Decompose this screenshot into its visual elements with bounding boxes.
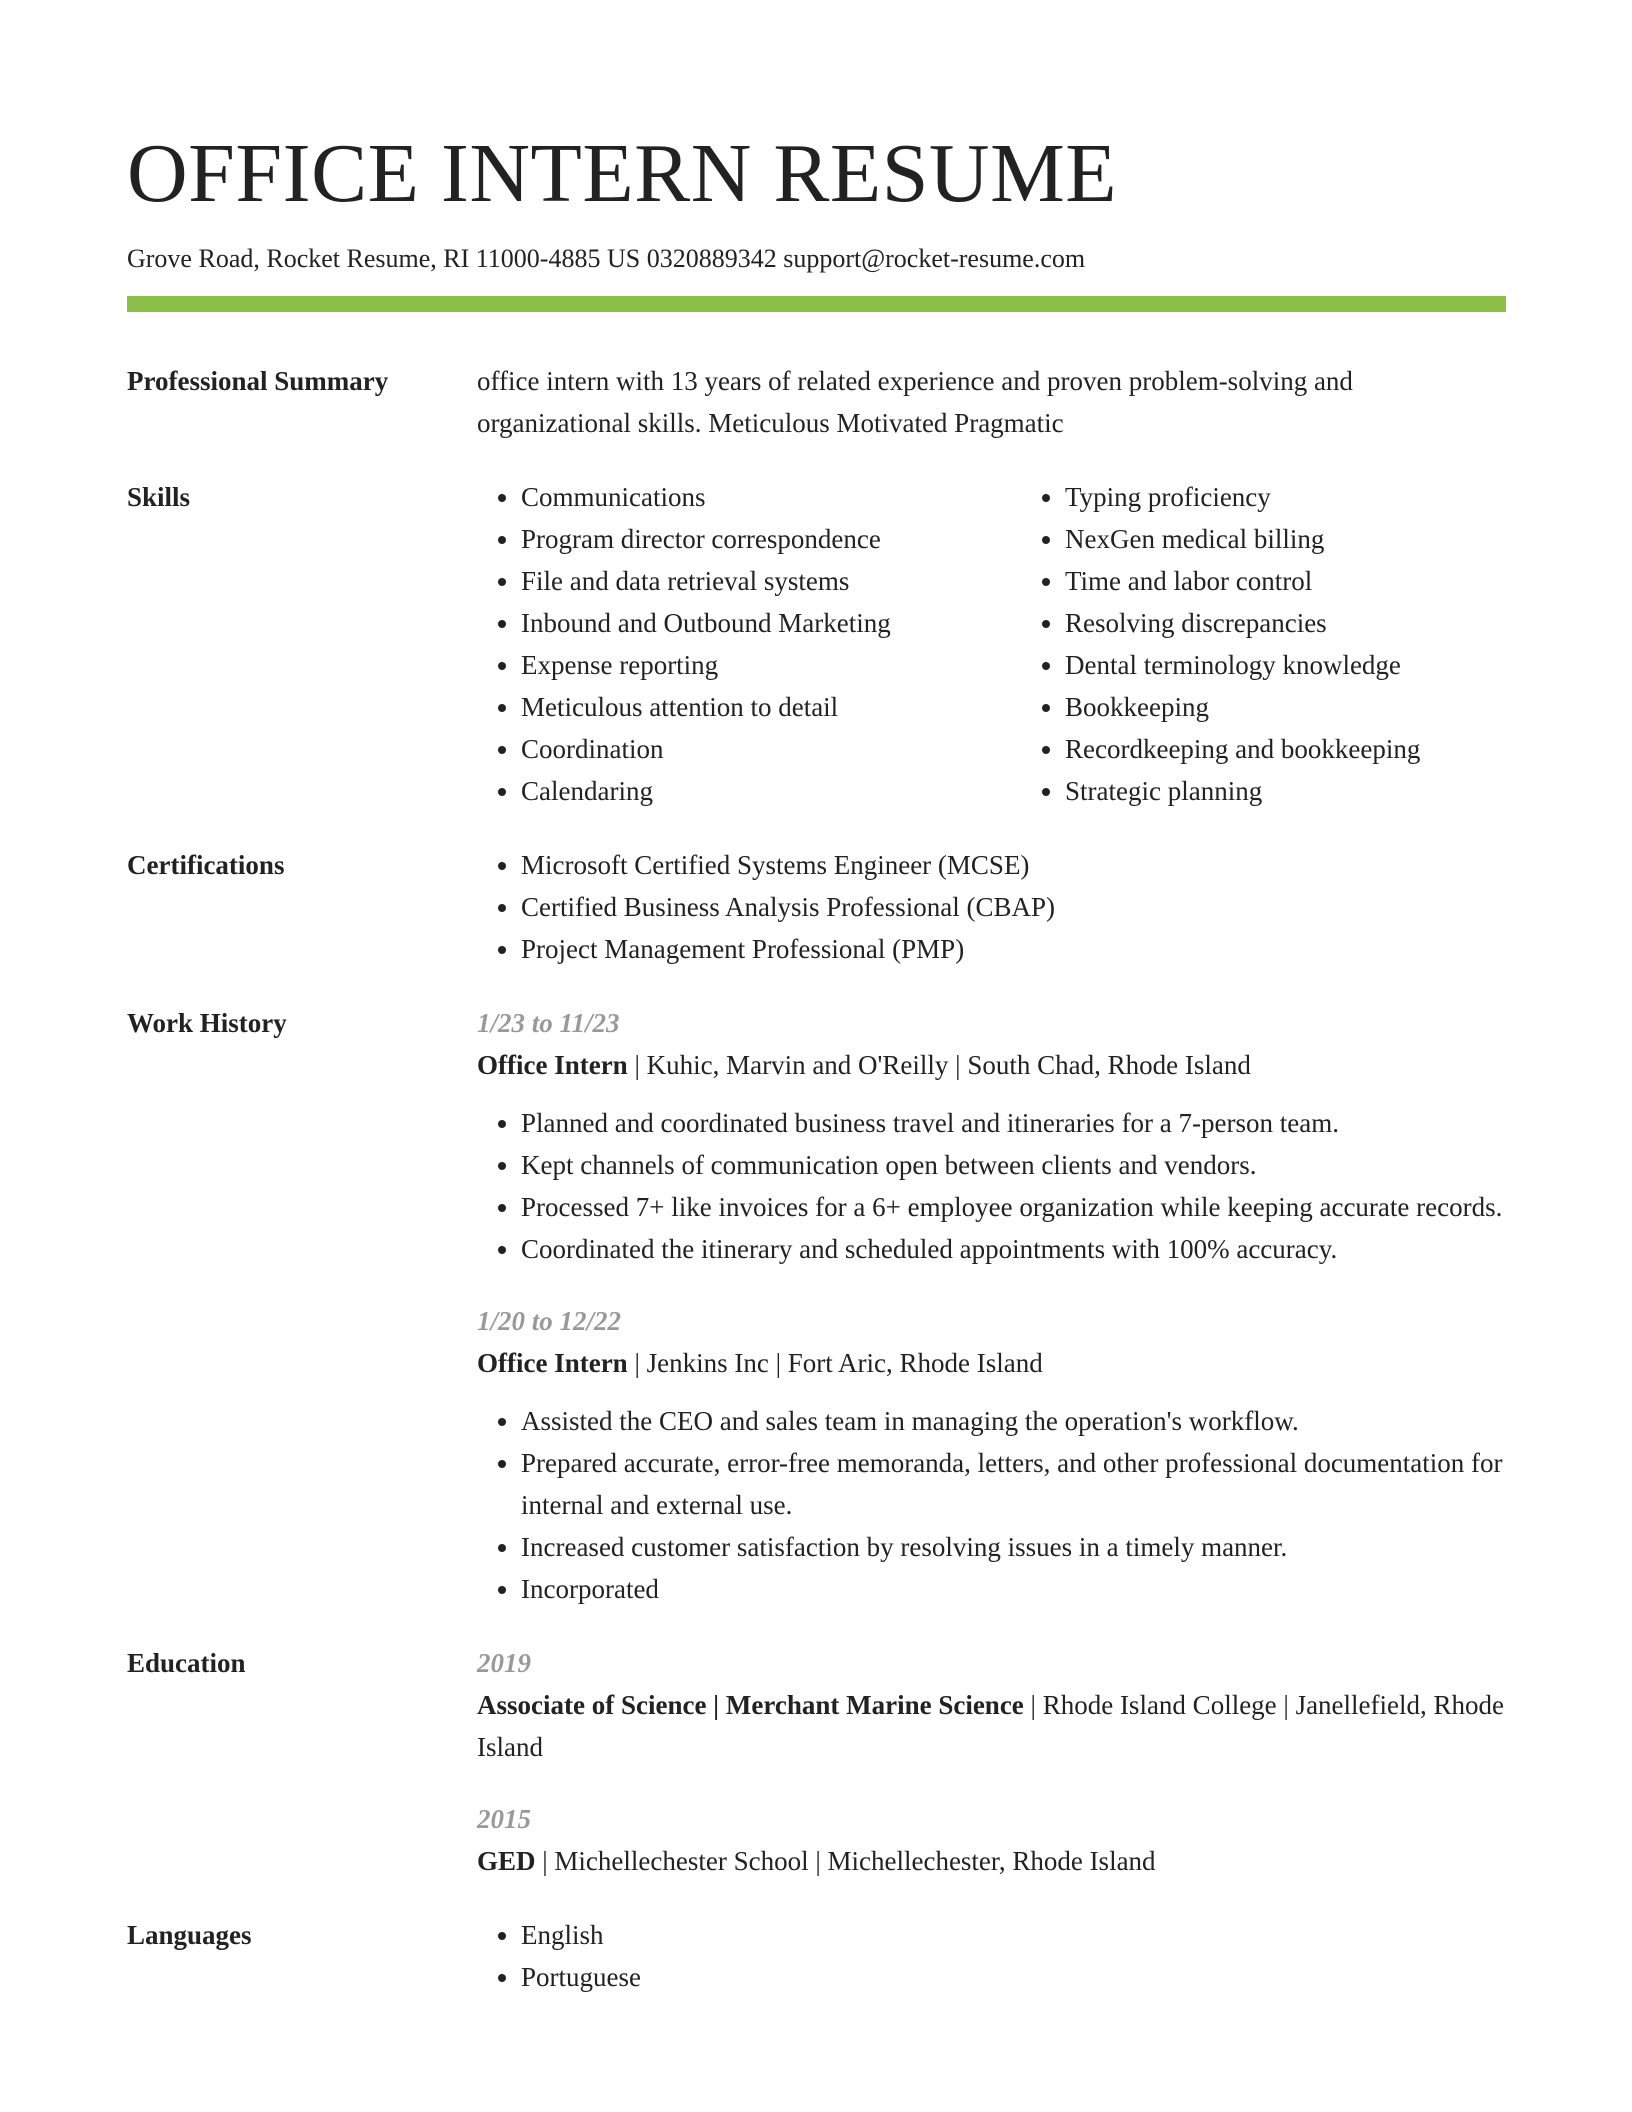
certification-item: • Microsoft Certified Systems Engineer (MCSE): [521, 844, 1506, 886]
certifications-heading: Certifications: [127, 850, 285, 880]
job-bullet: • Incorporated: [521, 1568, 1506, 1610]
header-divider: [127, 296, 1506, 312]
skill-item: • Bookkeeping: [1065, 686, 1506, 728]
summary-text: office intern with 13 years of related experience and proven problem-solving and organizational skills. Meticulous Motivated Pragmatic: [477, 366, 1353, 438]
languages-list: [477, 1914, 1506, 1998]
certification-item: • Certified Business Analysis Professional (CBAP): [521, 886, 1506, 928]
job-role-line: [477, 1044, 1506, 1086]
skill-item: • File and data retrieval systems: [521, 560, 1021, 602]
work-history-section: [127, 1002, 1506, 1610]
certification-item: • Project Management Professional (PMP): [521, 928, 1506, 970]
skill-item: • Communications: [521, 476, 1021, 518]
skill-item: • Typing proficiency: [1065, 476, 1506, 518]
education-section: [127, 1642, 1506, 1882]
education-heading: Education: [127, 1648, 246, 1678]
skill-item: • NexGen medical billing: [1065, 518, 1506, 560]
certifications-list: [477, 844, 1506, 970]
job-bullets: [477, 1102, 1506, 1270]
summary-section: [127, 360, 1506, 444]
work-history-body: [477, 1002, 1506, 1610]
job-bullet: • Assisted the CEO and sales team in managing the operation's workflow.: [521, 1400, 1506, 1442]
job-bullet: • Processed 7+ like invoices for a 6+ employee organization while keeping accurate records.: [521, 1186, 1506, 1228]
languages-body: [477, 1914, 1506, 1998]
education-body: [477, 1642, 1506, 1882]
skill-item: • Recordkeeping and bookkeeping: [1065, 728, 1506, 770]
job-entry: [477, 1002, 1506, 1270]
skill-item: • Time and labor control: [1065, 560, 1506, 602]
skills-grid: [477, 476, 1506, 812]
skills-heading: Skills: [127, 482, 191, 512]
language-item: • Portuguese: [521, 1956, 1506, 1998]
education-details: | Rhode Island College | Janellefield, Rhode Island: [477, 1690, 1504, 1762]
education-entry: [477, 1642, 1506, 1768]
skills-section: [127, 476, 1506, 812]
education-details: | Michellechester School | Michellechester, Rhode Island: [535, 1846, 1156, 1876]
summary-heading: Professional Summary: [127, 366, 389, 396]
education-year: 2015: [477, 1804, 531, 1834]
education-degree: GED: [477, 1846, 536, 1876]
job-dates: 1/20 to 12/22: [477, 1306, 622, 1336]
languages-section: [127, 1914, 1506, 1998]
job-bullet: • Prepared accurate, error-free memoranda, letters, and other professional documentation for internal and external use.: [521, 1442, 1506, 1526]
skill-item: • Coordination: [521, 728, 1021, 770]
education-degree: Associate of Science | Merchant Marine Science: [477, 1690, 1024, 1720]
skills-column-1: [477, 476, 1021, 812]
certifications-section: [127, 844, 1506, 970]
skill-item: • Calendaring: [521, 770, 1021, 812]
education-entry: [477, 1798, 1506, 1882]
job-entry: [477, 1300, 1506, 1610]
education-year: 2019: [477, 1648, 531, 1678]
job-title: Office Intern: [477, 1348, 628, 1378]
resume-title: OFFICE INTERN RESUME: [127, 127, 1118, 220]
work-history-heading: Work History: [127, 1008, 287, 1038]
job-bullet: • Increased customer satisfaction by resolving issues in a timely manner.: [521, 1526, 1506, 1568]
skill-item: • Expense reporting: [521, 644, 1021, 686]
skill-item: • Meticulous attention to detail: [521, 686, 1021, 728]
skills-body: [477, 476, 1506, 812]
job-bullet: • Kept channels of communication open between clients and vendors.: [521, 1144, 1506, 1186]
job-details: | Kuhic, Marvin and O'Reilly | South Chad, Rhode Island: [627, 1050, 1251, 1080]
job-dates: 1/23 to 11/23: [477, 1008, 620, 1038]
job-title: Office Intern: [477, 1050, 628, 1080]
skill-item: • Program director correspondence: [521, 518, 1021, 560]
skill-item: • Inbound and Outbound Marketing: [521, 602, 1021, 644]
languages-heading: Languages: [127, 1920, 252, 1950]
education-line: [477, 1840, 1506, 1882]
certifications-body: [477, 844, 1506, 970]
job-bullets: [477, 1400, 1506, 1610]
job-bullet: • Planned and coordinated business travel and itineraries for a 7-person team.: [521, 1102, 1506, 1144]
job-role-line: [477, 1342, 1506, 1384]
education-line: [477, 1684, 1506, 1768]
skill-item: • Strategic planning: [1065, 770, 1506, 812]
language-item: • English: [521, 1914, 1506, 1956]
job-bullet: • Coordinated the itinerary and scheduled appointments with 100% accuracy.: [521, 1228, 1506, 1270]
job-details: | Jenkins Inc | Fort Aric, Rhode Island: [627, 1348, 1043, 1378]
skills-column-2: [1021, 476, 1506, 812]
skill-item: • Resolving discrepancies: [1065, 602, 1506, 644]
skill-item: • Dental terminology knowledge: [1065, 644, 1506, 686]
contact-line: Grove Road, Rocket Resume, RI 11000-4885 US 0320889342 support@rocket-resume.com: [127, 244, 1086, 273]
